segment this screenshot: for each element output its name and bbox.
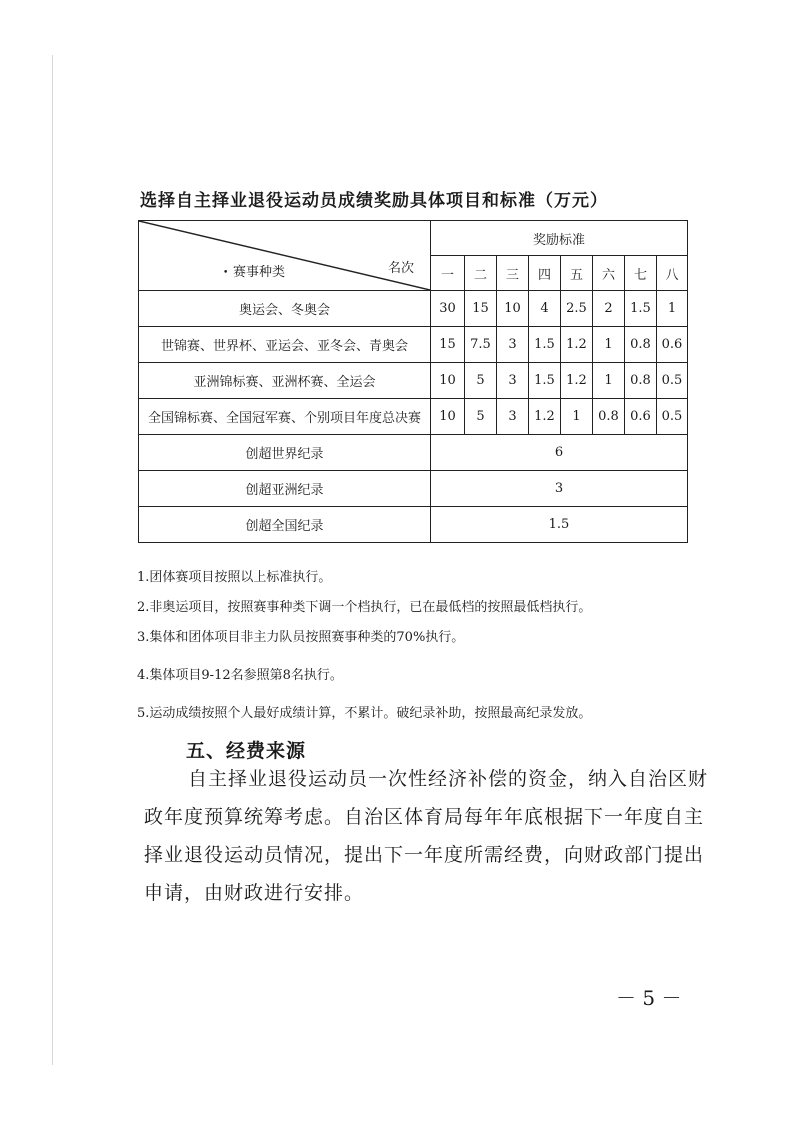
value-cell: 3 [497,399,529,435]
value-cell: 2.5 [561,291,593,327]
rank-header-cell: 四 [529,256,561,291]
record-row [139,435,688,471]
note-item: 3.集体和团体项目非主力队员按照赛事种类的70%执行。 [137,630,465,645]
value-cell: 5 [465,399,497,435]
rank-header-cell: 一 [431,256,465,291]
record-category-cell: 创超亚洲纪录 [139,471,431,507]
paragraph-line: 申请，由财政进行安排。 [144,882,365,904]
value-cell: 30 [431,291,465,327]
value-cell: 0.5 [657,363,688,399]
record-value-cell: 1.5 [431,507,688,543]
rank-header-cell: 三 [497,256,529,291]
rank-label: 名次 [387,261,414,276]
award-standard-header: 奖励标准 [431,221,688,256]
value-cell: 0.8 [593,399,625,435]
value-cell: 1 [657,291,688,327]
note-item: 4.集体项目9-12名参照第8名执行。 [137,668,343,683]
value-cell: 10 [431,399,465,435]
value-cell: 1.5 [625,291,657,327]
rank-header-cell: 八 [657,256,688,291]
value-cell: 3 [497,327,529,363]
value-cell: 5 [465,363,497,399]
value-cell: 0.6 [657,327,688,363]
rank-header-cell: 五 [561,256,593,291]
paragraph-line: 择业退役运动员情况，提出下一年度所需经费，向财政部门提出 [144,844,705,866]
award-standard-table [138,220,688,543]
value-cell: 1 [593,363,625,399]
record-value-cell: 3 [431,471,688,507]
rank-header-cell: 六 [593,256,625,291]
rank-header-cell: 二 [465,256,497,291]
section-heading: 五、经费来源 [186,740,307,762]
record-value-cell: 6 [431,435,688,471]
scan-edge-line [52,55,53,1065]
value-cell: 0.8 [625,363,657,399]
note-item: 2.非奥运项目，按照赛事种类下调一个档执行，已在最低档的按照最低档执行。 [137,600,592,615]
value-cell: 2 [593,291,625,327]
value-cell: 1.2 [561,363,593,399]
diagonal-header-cell [139,221,431,291]
value-cell: 1.2 [529,399,561,435]
table-row [139,327,688,363]
category-cell: 奥运会、冬奥会 [139,291,431,327]
value-cell: 1.5 [529,327,561,363]
note-item: 5.运动成绩按照个人最好成绩计算，不累计。破纪录补助，按照最高纪录发放。 [137,706,592,721]
value-cell: 1.5 [529,363,561,399]
page-number: － 5 － [616,986,682,1010]
table-header-row [139,221,688,256]
value-cell: 7.5 [465,327,497,363]
value-cell: 0.6 [625,399,657,435]
table-row [139,291,688,327]
category-cell: 亚洲锦标赛、亚洲杯赛、全运会 [139,363,431,399]
value-cell: 15 [465,291,497,327]
rank-header-cell: 七 [625,256,657,291]
value-cell: 10 [497,291,529,327]
record-row [139,471,688,507]
value-cell: 1 [593,327,625,363]
record-category-cell: 创超世界纪录 [139,435,431,471]
value-cell: 0.5 [657,399,688,435]
paragraph-line: 自主择业退役运动员一次性经济补偿的资金，纳入自治区财 [188,768,709,790]
value-cell: 0.8 [625,327,657,363]
value-cell: 1.2 [561,327,593,363]
value-cell: 10 [431,363,465,399]
table-title: 选择自主择业退役运动员成绩奖励具体项目和标准（万元） [140,191,608,211]
value-cell: 4 [529,291,561,327]
value-cell: 3 [497,363,529,399]
category-cell: 世锦赛、世界杯、亚运会、亚冬会、青奥会 [139,327,431,363]
table-row [139,399,688,435]
value-cell: 1 [561,399,593,435]
table-row [139,363,688,399]
category-label: 赛事种类 [233,265,286,280]
record-category-cell: 创超全国纪录 [139,507,431,543]
value-cell: 15 [431,327,465,363]
scan-dot-icon: • [223,268,229,278]
paragraph-line: 政年度预算统筹考虑。自治区体育局每年年底根据下一年度自主 [144,806,705,828]
record-row [139,507,688,543]
note-item: 1.团体赛项目按照以上标准执行。 [137,570,332,585]
category-cell: 全国锦标赛、全国冠军赛、个别项目年度总决赛 [139,399,431,435]
